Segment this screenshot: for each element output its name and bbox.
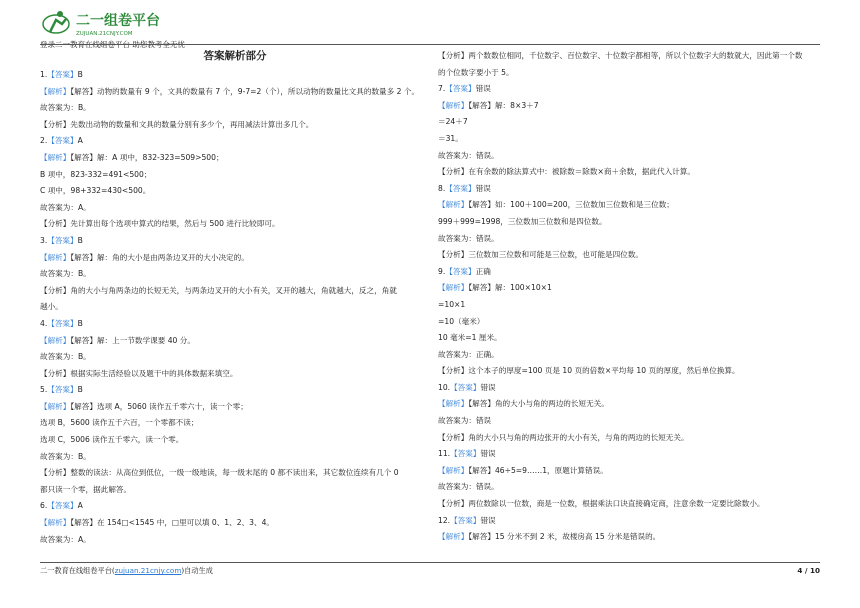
answer-line	[438, 114, 830, 131]
answer-text: 【解答】动物的数量有 9 个，文具的数量有 7 个，9-7=2（个），所以动物的数量比文具的数量多 2 个。	[70, 86, 420, 96]
answer-text: 【解答】解：8×3＋7	[468, 100, 539, 110]
answer-text: 【分析】角的大小只与角的两边张开的大小有关，与角的两边的长短无关。	[438, 432, 689, 442]
answer-line	[40, 150, 430, 167]
answer-text: 错误	[475, 183, 491, 193]
answer-text: 【分析】两个数数位相同，千位数字、百位数字、十位数字都相等，所以个位数字大的数就大，因此第一个数	[438, 51, 803, 60]
svg-text:二一组卷平台: 二一组卷平台	[76, 13, 160, 29]
answer-text: 999＋999=1998，三位数加三位数和是四位数。	[438, 216, 607, 226]
right-column	[438, 48, 830, 546]
answer-line	[40, 482, 430, 499]
answer-line	[438, 430, 830, 447]
answer-line	[438, 214, 830, 231]
answer-line	[438, 197, 830, 214]
answer-text: 【解答】如：100＋100=200，三位数加三位数和是三位数；	[468, 200, 674, 210]
answer-line	[40, 183, 430, 200]
answer-line	[40, 84, 430, 101]
answer-line	[438, 347, 830, 364]
answer-text: 【解答】在 154□<1545 中，□里可以填 0、1、2、3、4。	[70, 518, 275, 528]
answer-text: =10×1	[438, 299, 466, 309]
answer-line	[40, 382, 430, 399]
question-number: 12.	[438, 515, 451, 525]
answer-text: 【解答】解：上一节数学课要 40 分。	[70, 335, 195, 345]
answer-text: 故答案为：B。	[40, 103, 91, 113]
svg-text:ZUJUAN.21CNJY.COM: ZUJUAN.21CNJY.COM	[76, 31, 133, 37]
header-divider	[40, 44, 820, 45]
answer-line	[40, 67, 430, 84]
answer-line	[40, 449, 430, 466]
answer-tag: 【解析】	[40, 152, 71, 162]
answer-line	[438, 280, 830, 297]
page-header	[40, 8, 820, 49]
right-lines	[438, 48, 830, 546]
answer-line	[40, 200, 430, 217]
answer-text: B	[77, 235, 83, 245]
answer-tag: 【解析】	[438, 283, 469, 293]
answer-text: 故答案为：错误。	[438, 150, 499, 160]
answer-text: 【分析】根据实际生活经验以及题干中的具体数据来填空。	[40, 368, 238, 378]
answer-tag: 【解析】	[40, 335, 71, 345]
answer-line	[40, 299, 430, 316]
answer-tag: 【解析】	[40, 86, 71, 96]
answer-text: 【解答】解：角的大小是由两条边叉开的大小决定的。	[70, 252, 249, 262]
answer-text: 【分析】整数的读法：从高位到低位，一级一级地读，每一级末尾的 0 都不读出来，其它数位连续有几个 0	[40, 468, 399, 478]
answer-text: 【解答】解：100×10×1	[468, 283, 552, 293]
answer-line	[40, 366, 430, 383]
answer-line	[40, 465, 430, 482]
answer-line	[40, 532, 430, 549]
answer-line	[438, 131, 830, 148]
answer-tag: 【答案】	[47, 235, 78, 245]
answer-line	[438, 463, 830, 480]
answer-tag: 【解析】	[40, 401, 71, 411]
answer-tag: 【答案】	[445, 84, 476, 94]
answer-text: 【分析】这个本子的厚度=100 页是 10 页的倍数×平均每 10 页的厚度，然后单位换算。	[438, 366, 740, 376]
answer-text: A	[77, 501, 83, 511]
answer-text: 正确	[475, 266, 491, 276]
answer-text: 【分析】先数出动物的数量和文具的数量分别有多少个，再用减法计算出多几个。	[40, 119, 314, 129]
answer-text: 【分析】两位数除以一位数，商是一位数，根据乘法口诀直接确定商，注意余数一定要比除数小。	[438, 499, 765, 509]
footer-prefix: 二一教育在线组卷平台(	[40, 566, 115, 575]
logo-icon	[40, 8, 190, 38]
question-number: 8.	[438, 183, 446, 193]
answer-line	[40, 498, 430, 515]
answer-text: 故答案为：A。	[40, 534, 91, 544]
footer-suffix: )自动生成	[181, 566, 213, 575]
answer-line	[40, 399, 430, 416]
footer-divider	[40, 562, 820, 563]
footer-link[interactable]: zujuan.21cnjy.com	[114, 566, 182, 575]
answer-text: B 项中，823-332=491<500；	[40, 169, 152, 179]
answer-text: B	[77, 318, 83, 328]
answer-line	[438, 479, 830, 496]
answer-line	[438, 231, 830, 248]
answer-text: 【分析】在有余数的除法算式中：被除数＝除数×商＋余数，据此代入计算。	[438, 167, 695, 177]
answer-line	[438, 48, 830, 65]
answer-tag: 【解析】	[438, 465, 469, 475]
answer-line	[438, 65, 830, 82]
answer-text: 故答案为：B。	[40, 269, 91, 279]
answer-tag: 【答案】	[47, 70, 78, 79]
answer-text: 【解答】15 分米不到 2 米，故楼房高 15 分米是错误的。	[468, 532, 661, 542]
answer-tag: 【解析】	[40, 252, 71, 262]
answer-line	[438, 314, 830, 331]
answer-tag: 【答案】	[445, 266, 476, 276]
answer-line	[438, 380, 830, 397]
answer-tag: 【答案】	[450, 449, 481, 459]
answer-line	[438, 413, 830, 430]
answer-tag: 【答案】	[47, 318, 78, 328]
answer-text: B	[77, 385, 83, 395]
answer-text: A	[77, 136, 83, 146]
answer-line	[40, 266, 430, 283]
answer-line	[40, 283, 430, 300]
answer-line	[40, 117, 430, 134]
answer-text: 错误	[475, 84, 491, 94]
answer-text: 错误	[480, 449, 496, 459]
answer-line	[438, 446, 830, 463]
question-number: 7.	[438, 84, 446, 94]
answer-text: 故答案为：正确。	[438, 349, 499, 359]
answer-line	[40, 100, 430, 117]
answer-text: 错误	[480, 515, 496, 525]
answer-tag: 【解析】	[438, 200, 469, 210]
answer-tag: 【解析】	[438, 399, 469, 409]
answer-line	[438, 247, 830, 264]
answer-text: 【分析】角的大小与角两条边的长短无关，与两条边叉开的大小有关，叉开的越大，角就越大，反之，角就	[40, 285, 397, 295]
answer-text: 【解答】选项 A，5060 读作五千零六十，读一个零；	[70, 401, 248, 411]
answer-line	[40, 233, 430, 250]
answer-text: B	[77, 70, 83, 79]
answer-text: 越小。	[40, 302, 63, 312]
answer-text: 【解答】解：A 项中，832-323=509>500；	[70, 152, 224, 162]
footer-source	[40, 566, 213, 576]
page-number: 4 / 10	[797, 566, 820, 575]
question-number: 1.	[40, 70, 48, 79]
answer-text: 错误	[480, 382, 496, 392]
question-number: 6.	[40, 501, 48, 511]
answer-text: =10（毫米）	[438, 316, 485, 326]
left-lines	[40, 67, 430, 548]
answer-line	[438, 363, 830, 380]
answer-line	[438, 164, 830, 181]
answer-text: 故答案为：B。	[40, 451, 91, 461]
answer-line	[40, 316, 430, 333]
answer-line	[438, 297, 830, 314]
answer-text: 【分析】先计算出每个选项中算式的结果，然后与 500 进行比较即可。	[40, 219, 280, 229]
answer-text: 【解答】46÷5=9……1，原题计算错误。	[468, 465, 608, 475]
answer-text: 故答案为：B。	[40, 352, 91, 362]
answer-line	[438, 529, 830, 546]
question-number: 9.	[438, 266, 446, 276]
answer-line	[40, 216, 430, 233]
answer-line	[438, 264, 830, 281]
answer-tag: 【答案】	[47, 385, 78, 395]
answer-text: ＝31。	[438, 133, 463, 143]
question-number: 2.	[40, 136, 48, 146]
answer-line	[438, 496, 830, 513]
page-title: 答案解析部分	[203, 50, 267, 62]
question-number: 3.	[40, 235, 48, 245]
answer-line	[40, 167, 430, 184]
answer-line	[438, 513, 830, 530]
answer-text: 故答案为：错误。	[438, 233, 499, 243]
answer-tag: 【解析】	[40, 518, 71, 528]
answer-text: 选项 B，5600 读作五千六百，一个零都不读；	[40, 418, 199, 428]
answer-line	[40, 432, 430, 449]
answer-line	[40, 515, 430, 532]
answer-line	[438, 148, 830, 165]
answer-line	[438, 81, 830, 98]
answer-line	[40, 133, 430, 150]
answer-text: 的个位数字要小于 5。	[438, 67, 514, 77]
answer-line	[40, 333, 430, 350]
answer-tag: 【解析】	[438, 100, 469, 110]
left-column	[40, 48, 430, 548]
answer-line	[40, 250, 430, 267]
answer-line	[40, 415, 430, 432]
question-number: 5.	[40, 385, 48, 395]
answer-line	[438, 181, 830, 198]
answer-tag: 【答案】	[445, 183, 476, 193]
answer-text: 【解答】角的大小与角的两边的长短无关。	[468, 399, 609, 409]
answer-text: 都只读一个零，据此解答。	[40, 484, 132, 494]
header-tagline: 登录二一教育在线组卷平台 助您教考全无忧	[40, 40, 185, 49]
answer-tag: 【答案】	[450, 515, 481, 525]
answer-text: ＝24＋7	[438, 117, 468, 127]
answer-line	[40, 349, 430, 366]
answer-tag: 【解析】	[438, 532, 469, 542]
answer-text: 【分析】三位数加三位数和可能是三位数，也可能是四位数。	[438, 250, 644, 260]
answer-text: C 项中，98+332=430<500。	[40, 186, 151, 196]
answer-line	[438, 396, 830, 413]
answer-text: 故答案为：错误	[438, 416, 492, 426]
answer-line	[438, 98, 830, 115]
answer-tag: 【答案】	[47, 136, 78, 146]
answer-text: 选项 C，5006 读作五千零六，读一个零。	[40, 435, 184, 445]
answer-text: 故答案为：A。	[40, 202, 91, 212]
answer-tag: 【答案】	[450, 382, 481, 392]
question-number: 4.	[40, 318, 48, 328]
answer-tag: 【答案】	[47, 501, 78, 511]
question-number: 11.	[438, 449, 451, 459]
answer-text: 故答案为：错误。	[438, 482, 499, 492]
answer-text: 10 毫米=1 厘米。	[438, 333, 502, 343]
question-number: 10.	[438, 382, 451, 392]
answer-line	[438, 330, 830, 347]
